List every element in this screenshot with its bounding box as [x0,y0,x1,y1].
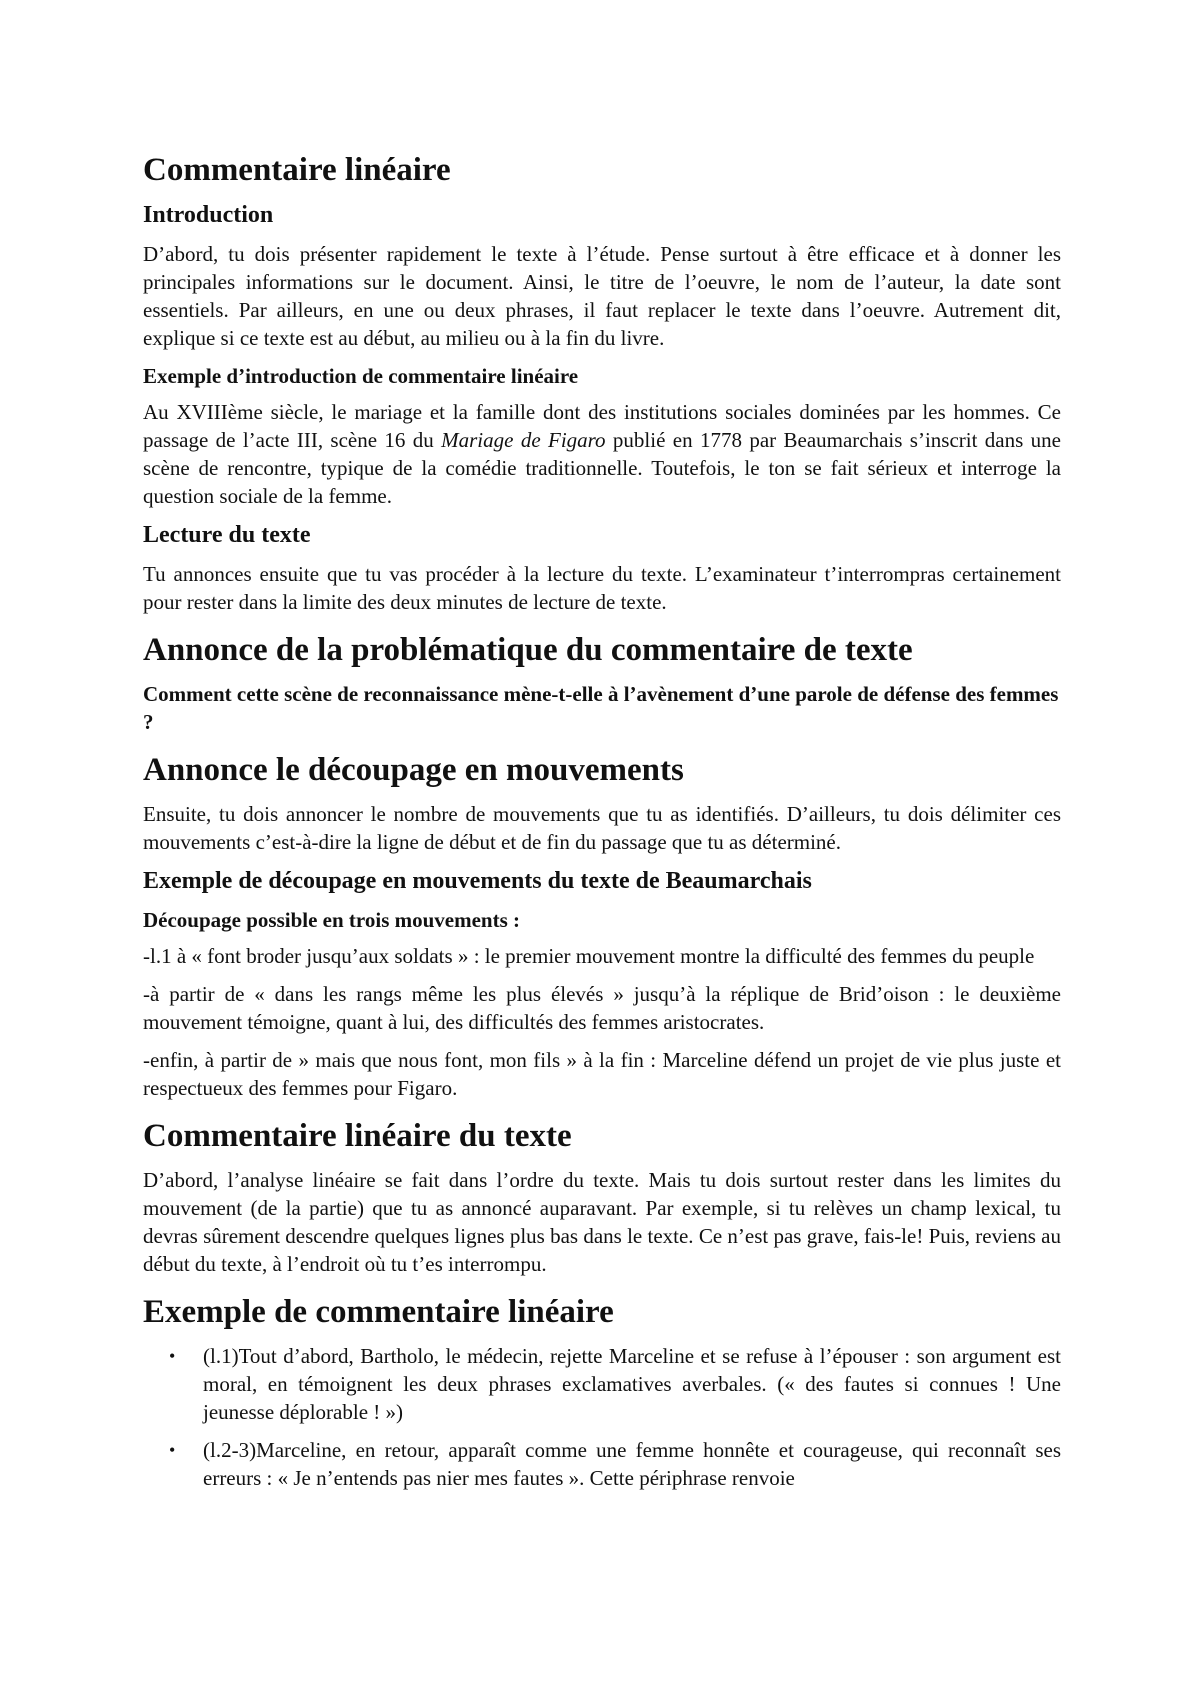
problematic-heading: Annonce de la problématique du commentaire de texte [143,632,913,668]
list-item-text: (l.1)Tout d’abord, Bartholo, le médecin, rejette Marceline et se refuse à l’épouser : son argument est moral, en témoignent les deux phrases exclamatives averbales. (« des fautes si connues ! Une jeunesse déplorable ! ») [203,1344,1061,1424]
intro-heading: Introduction [143,202,274,228]
list-item [169,1436,1061,1492]
movement-1: -l.1 à « font broder jusqu’aux soldats » : le premier mouvement montre la difficulté des femmes du peuple [143,944,1035,968]
division-paragraph: Ensuite, tu dois annoncer le nombre de mouvements que tu as identifiés. D’ailleurs, tu dois délimiter ces mouvements c’est-à-dire la ligne de début et de fin du passage que tu as déterminé. [143,802,1061,854]
reading-heading: Lecture du texte [143,522,311,548]
problematic-question: Comment cette scène de reconnaissance mène-t-elle à l’avènement d’une parole de défense des femmes ? [143,682,1059,734]
intro-paragraph: D’abord, tu dois présenter rapidement le texte à l’étude. Pense surtout à être efficace et à donner les principales informations sur le document. Ainsi, le titre de l’oeuvre, le nom de l’auteur, la date sont essentiels. Par ailleurs, en une ou deux phrases, il faut replacer le texte dans l’oeuvre. Autrement dit, explique si ce texte est au début, au milieu ou à la fin du livre. [143,242,1061,350]
example-intro-paragraph [143,398,1061,510]
linear-heading: Commentaire linéaire du texte [143,1118,572,1154]
example-linear-list [143,1342,1061,1492]
bullet-icon: • [169,1346,176,1366]
bullet-icon: • [169,1440,176,1460]
document-title: Commentaire linéaire [143,152,451,188]
movement-3: -enfin, à partir de » mais que nous font, mon fils » à la fin : Marceline défend un projet de vie plus juste et respectueux des femmes pour Figaro. [143,1048,1061,1100]
document-page [143,150,1061,1502]
division-possible-heading: Découpage possible en trois mouvements : [143,908,521,932]
work-title-italic: Mariage de Figaro [441,428,606,452]
example-linear-heading: Exemple de commentaire linéaire [143,1294,614,1330]
linear-paragraph: D’abord, l’analyse linéaire se fait dans l’ordre du texte. Mais tu dois surtout rester dans les limites du mouvement (de la partie) que tu as annoncé auparavant. Par exemple, si tu relèves un champ lexical, tu devras sûrement descendre quelques lignes plus bas dans le texte. Ce n’est pas grave, fais-le! Puis, reviens au début du texte, à l’endroit où tu t’es interrompu. [143,1168,1061,1276]
division-heading: Annonce le découpage en mouvements [143,752,684,788]
example-intro-heading: Exemple d’introduction de commentaire linéaire [143,364,579,388]
movement-2: -à partir de « dans les rangs même les plus élevés » jusqu’à la réplique de Brid’oison : le deuxième mouvement témoigne, quant à lui, des difficultés des femmes aristocrates. [143,982,1061,1034]
division-example-heading: Exemple de découpage en mouvements du texte de Beaumarchais [143,868,812,894]
example-intro-text-before: Au XVIIIème siècle, le mariage et la famille dont des institutions sociales dominées par les hommes. Ce passage de l’acte III, scène 16 du [143,400,1061,452]
list-item [169,1342,1061,1426]
list-item-text: (l.2-3)Marceline, en retour, apparaît comme une femme honnête et courageuse, qui reconnaît ses erreurs : « Je n’entends pas nier mes fautes ». Cette périphrase renvoie [203,1438,1061,1490]
reading-paragraph: Tu annonces ensuite que tu vas procéder à la lecture du texte. L’examinateur t’interrompras certainement pour rester dans la limite des deux minutes de lecture de texte. [143,562,1061,614]
example-intro-text-after: publié en 1778 par Beaumarchais s’inscrit dans une scène de rencontre, typique de la comédie traditionnelle. Toutefois, le ton se fait sérieux et interroge la question sociale de la femme. [143,428,1061,508]
